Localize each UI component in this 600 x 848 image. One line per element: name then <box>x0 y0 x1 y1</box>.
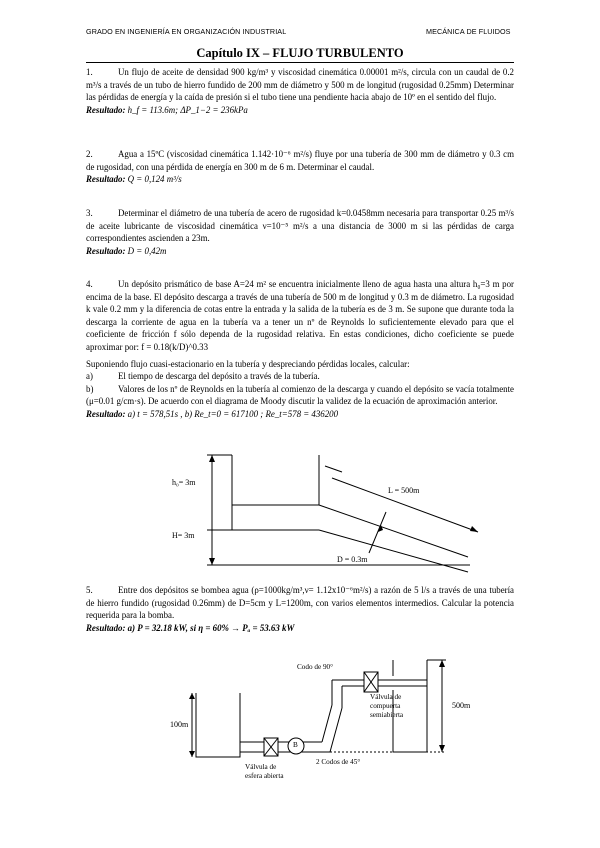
header-right: MECÁNICA DE FLUIDOS <box>426 27 511 36</box>
label-codos45: 2 Codos de 45° <box>316 758 361 766</box>
arrow-down <box>209 558 215 565</box>
problem-4-text: Un depósito prismático de base A=24 m² se encuentra inicialmente lleno de agua hasta una altura h₀=3 m por encima de la base. El depósito descarga a través de una tubería de 500 m de longitud y 0.3 m de diámetro. La rugosidad k vale 0.2 mm y la diferencia de cotas entre la entrada y la salida de la tubería es de 3 m. Se supone que durante toda la descarga la corriente de agua en la tubería va a tener un nº de Reynolds lo suficientemente elevado para que el coeficiente de fricción f sólo dependa de la rugosidad relativa. En estas condiciones, dicho coeficiente se puede aproximar por: f = 0.18(k/D)^0.33 <box>86 279 514 352</box>
arrow-up <box>209 455 215 462</box>
label-esfera: Válvula de esfera abierta <box>245 763 284 780</box>
tank-outline <box>232 455 319 505</box>
length-tick-start <box>325 466 342 472</box>
pipe-lower-wall <box>319 530 468 572</box>
problem-3-result: D = 0,42m <box>127 245 167 256</box>
problem-4-result-label: Resultado: <box>86 408 126 419</box>
arrow-right <box>470 526 478 532</box>
dim100-arrow-down <box>189 751 195 757</box>
problem-1-result: h_f = 113.6m; ΔP_1−2 = 236kPa <box>127 104 248 115</box>
pump-label: B <box>293 741 298 749</box>
problem-4-b-text: Valores de los nº de Reynolds en la tubería al comienzo de la descarga y cuando el depósito se vacía totalmente (μ=0.01 g/cm·s). De acuerdo con el diagrama de Moody discutir la validez de la ecuación de aproximación anterior. <box>86 383 514 407</box>
header-left: GRADO EN INGENIERÍA EN ORGANIZACIÓN INDUSTRIAL <box>86 27 287 36</box>
dim500-arrow-down <box>439 745 445 752</box>
label-D: D = 0.3m <box>337 555 368 564</box>
problem-2-result: Q = 0,124 m³/s <box>127 174 182 185</box>
pipe-upper-wall <box>319 505 468 557</box>
dim100-arrow-up <box>189 693 195 699</box>
problem-2-result-label: Resultado: <box>86 174 126 185</box>
label-compuerta: Válvula de compuerta semiabierta <box>370 693 404 719</box>
problem-4-a-label: a) <box>86 371 93 382</box>
problem-4-intro: Suponiendo flujo cuasi-estacionario en la tubería y despreciando pérdidas locales, calcular: <box>86 358 410 369</box>
problem-1-text: Un flujo de aceite de densidad 900 kg/m³ y viscosidad cinemática 0.00001 m²/s, circula con un caudal de 0.2 m³/s a través de un tubo de hierro fundido de 200 mm de diámetro y 500 m de longitud (rugosidad 0.25mm) Determinar las pérdidas de energía y la caída de presión si el tubo tiene una pendiente hacia abajo de 10º en el sentido del flujo. <box>86 67 514 103</box>
problem-4-result: a) t = 578,51s , b) Re_t=0 = 617100 ; Re_t=578 = 436200 <box>127 408 339 419</box>
problem-3-result-label: Resultado: <box>86 245 126 256</box>
problem-4-b-label: b) <box>86 383 94 394</box>
dim500-arrow-up <box>439 660 445 667</box>
label-H: H= 3m <box>172 531 195 540</box>
problem-1-number: 1. <box>86 67 93 77</box>
problem-3-text: Determinar el diámetro de una tubería de acero de rugosidad k=0.0458mm necesaria para transportar 0.25 m³/s de aceite lubricante de viscosidad cinemática ν=10⁻⁵ m²/s a una distancia de 3000 m si las pérdidas de carga correspondientes ascienden a 23m. <box>86 208 514 244</box>
problem-1-result-label: Resultado: <box>86 104 126 115</box>
problem-2-number: 2. <box>86 149 93 159</box>
label-100m: 100m <box>170 720 189 729</box>
pipe-incline-left <box>322 705 332 742</box>
problem-5 <box>86 584 514 634</box>
problem-3-number: 3. <box>86 208 93 218</box>
lower-tank <box>196 693 240 757</box>
label-h0: h₀= 3m <box>172 478 196 487</box>
chapter-title: Capítulo IX – FLUJO TURBULENTO <box>196 46 404 60</box>
label-L: L = 500m <box>388 486 420 495</box>
problem-4-a-text: El tiempo de descarga del depósito a través de la tubería. <box>118 371 320 382</box>
problem-5-text: Entre dos depósitos se bombea agua (ρ=1000kg/m³,ν= 1.12x10⁻⁶m²/s) a razón de 5 l/s a través de una tubería de hierro fundido (rugosidad 0.26mm) de D=5cm y L=1200m, con varios elementos intermedios. Calcular la potencia requerida para la bomba. <box>86 585 514 621</box>
label-500m: 500m <box>452 701 471 710</box>
problem-5-result-label: Resultado: <box>86 622 126 633</box>
problem-4-number: 4. <box>86 279 93 289</box>
pipe-incline-right <box>330 708 342 752</box>
label-codo90: Codo de 90° <box>297 663 334 671</box>
problem-5-result: a) P = 32.18 kW, si η = 60% → Pₐ = 53.63 kW <box>127 622 295 633</box>
problem-2-text: Agua a 15ºC (viscosidad cinemática 1.142·10⁻⁶ m²/s) fluye por una tubería de 300 mm de diámetro y 0.3 cm de rugosidad, con una pérdida de energía en 300 m de 6 m. Determinar el caudal. <box>86 149 514 172</box>
problem-5-number: 5. <box>86 585 93 595</box>
